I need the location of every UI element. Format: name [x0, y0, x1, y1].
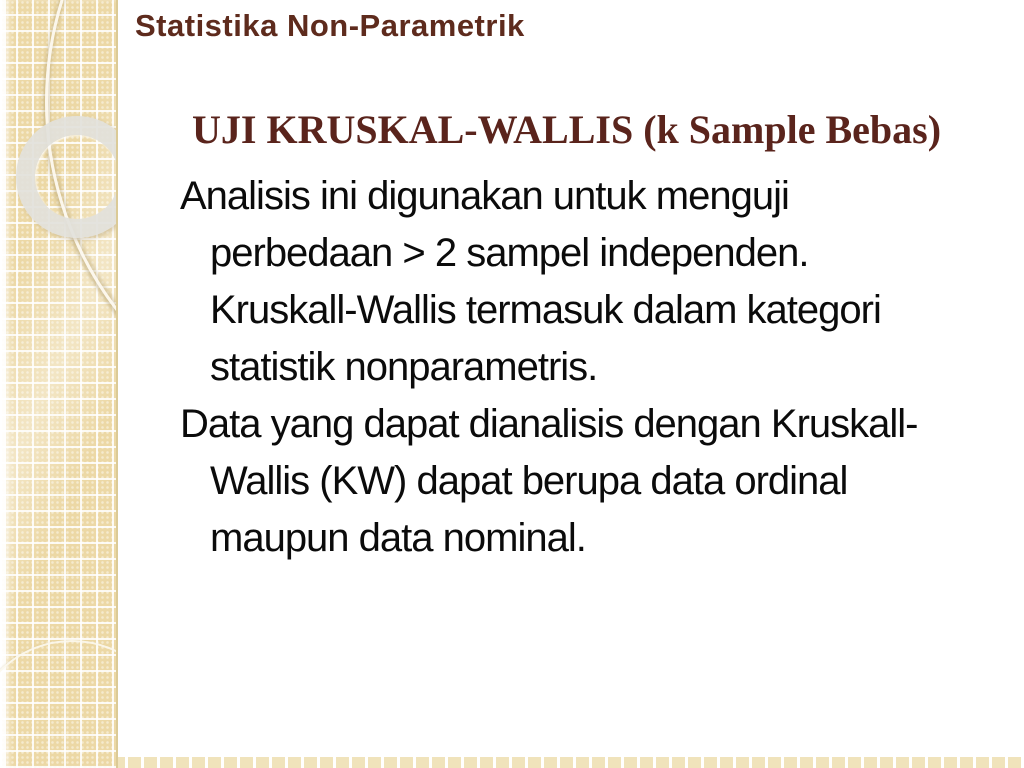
bottom-strip-decoration	[0, 755, 1024, 768]
paragraph-analysis: Analisis ini digunakan untuk menguji perbedaan > 2 sampel independen. Kruskall-Wallis termasuk dalam kategori statistik nonparametris.	[180, 174, 881, 389]
slide-title: Statistika Non-Parametrik	[135, 8, 525, 43]
content-heading: UJI KRUSKAL-WALLIS (k Sample Bebas)	[192, 107, 942, 152]
paragraph-data-types: Data yang dapat dianalisis dengan Kruskall-Wallis (KW) dapat berupa data ordinal maupun data nominal.	[180, 402, 918, 560]
bottom-arc-decoration	[0, 640, 118, 768]
thick-ring-decoration	[16, 116, 118, 238]
body-text-block	[180, 168, 945, 567]
sidebar-decoration	[0, 0, 118, 768]
